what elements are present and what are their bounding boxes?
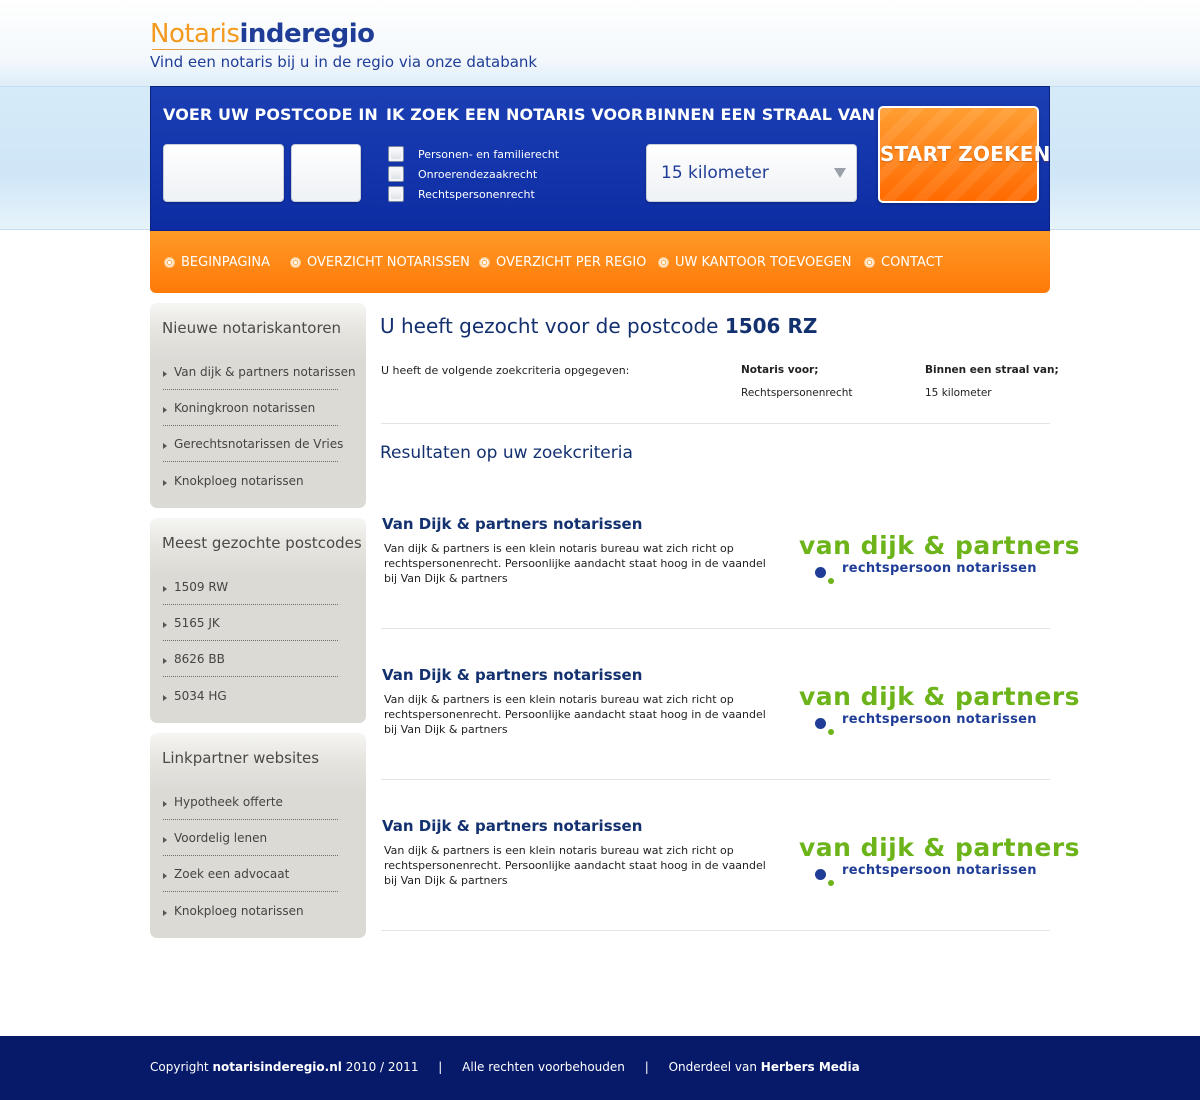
arrow-right-icon <box>163 586 167 592</box>
notaris-for-title: IK ZOEK EEN NOTARIS VOOR <box>386 105 644 124</box>
result-title[interactable]: Van Dijk & partners notarissen <box>382 666 643 684</box>
checkbox-label-onroerend: Onroerendezaakrecht <box>418 167 538 181</box>
sidebar-link[interactable] <box>163 432 344 468</box>
sidebar-link[interactable] <box>163 396 338 432</box>
main-nav <box>150 231 1050 293</box>
sidebar-link-label: Zoek een advocaat <box>174 867 290 881</box>
result-title[interactable]: Van Dijk & partners notarissen <box>382 515 643 533</box>
result-description: Van dijk & partners is een klein notaris bureau wat zich richt op rechtspersonenrecht. Persoonlijke aandacht staat hoog in de vaandel bij Van Dijk & partners <box>384 693 766 736</box>
criteria-notaris-label: Notaris voor; <box>741 364 819 376</box>
logo-dot-green <box>828 880 834 886</box>
checkbox-onroerend[interactable] <box>388 166 404 182</box>
results-heading: Resultaten op uw zoekcriteria <box>380 443 633 463</box>
radius-select[interactable] <box>646 144 857 202</box>
sidebar-link-label: 1509 RW <box>174 580 229 594</box>
dotted-divider <box>163 676 338 677</box>
sidebar-link[interactable] <box>163 469 338 505</box>
result-title[interactable]: Van Dijk & partners notarissen <box>382 817 643 835</box>
footer <box>0 1036 1200 1100</box>
sidebar-link-label: Koningkroon notarissen <box>174 401 316 415</box>
search-panel <box>150 86 1050 231</box>
sidebar-link[interactable] <box>163 899 338 935</box>
logo-dot-blue <box>815 718 826 729</box>
footer-text <box>150 1060 860 1074</box>
sidebar-link[interactable] <box>163 826 338 862</box>
arrow-right-icon <box>163 873 167 879</box>
logo-line-1: van dijk & partners <box>799 682 1081 711</box>
dotted-divider <box>163 891 338 892</box>
nav-label: CONTACT <box>881 255 943 270</box>
logo-dot-blue <box>815 869 826 880</box>
sidebar-link[interactable] <box>163 862 338 898</box>
dotted-divider <box>163 819 338 820</box>
nav-label: BEGINPAGINA <box>181 255 270 270</box>
chevron-down-icon <box>834 168 846 178</box>
nav-item-overzicht-notarissen[interactable] <box>290 255 470 270</box>
nav-item-overzicht-per-regio[interactable] <box>479 255 646 270</box>
result-logo[interactable] <box>799 682 1081 740</box>
logo-dot-blue <box>815 567 826 578</box>
sidebar-box-linkpartners <box>150 731 366 938</box>
criteria-intro: U heeft de volgende zoekcriteria opgegeven: <box>381 364 630 377</box>
logo-line-2: rechtspersoon notarissen <box>842 561 1037 576</box>
arrow-right-icon <box>163 695 167 701</box>
sidebar-link[interactable] <box>163 575 338 611</box>
logo-dot-green <box>828 578 834 584</box>
nav-item-contact[interactable] <box>864 255 943 270</box>
sidebar-link-label: Hypotheek offerte <box>174 795 283 809</box>
divider <box>381 779 1050 780</box>
dotted-divider <box>163 640 338 641</box>
postcode-digits-input[interactable] <box>163 144 284 202</box>
nav-bullet-icon <box>658 257 669 268</box>
sidebar-link[interactable] <box>163 360 356 396</box>
criteria-notaris-value: Rechtspersonenrecht <box>741 387 853 399</box>
checkbox-row-onroerend[interactable] <box>388 165 537 183</box>
result-item <box>381 515 1081 666</box>
checkbox-row-rechtspersonen[interactable] <box>388 185 535 203</box>
start-search-button[interactable]: START ZOEKEN <box>878 106 1039 203</box>
page-title <box>380 314 817 338</box>
footer-copyright-prefix: Copyright <box>150 1060 209 1074</box>
logo-tagline: Vind een notaris bij u in de regio via onze databank <box>150 53 538 71</box>
logo-line-2: rechtspersoon notarissen <box>842 712 1037 727</box>
arrow-right-icon <box>163 910 167 916</box>
logo-part-notaris: Notaris <box>150 19 240 49</box>
nav-bullet-icon <box>164 257 175 268</box>
footer-separator: | <box>644 1060 649 1074</box>
postcode-letters-input[interactable] <box>291 144 361 202</box>
result-logo[interactable] <box>799 833 1081 891</box>
dotted-divider <box>163 604 338 605</box>
sidebar-link-label: Knokploeg notarissen <box>174 474 304 488</box>
result-item <box>381 666 1081 817</box>
radius-title: BINNEN EEN STRAAL VAN <box>645 105 876 124</box>
arrow-right-icon <box>163 622 167 628</box>
result-description: Van dijk & partners is een klein notaris bureau wat zich richt op rechtspersonenrecht. Persoonlijke aandacht staat hoog in de vaandel bij Van Dijk & partners <box>384 844 766 887</box>
nav-item-beginpagina[interactable] <box>164 255 270 270</box>
nav-label: OVERZICHT NOTARISSEN <box>307 255 470 270</box>
sidebar-link-label: 5034 HG <box>174 689 227 703</box>
nav-item-kantoor-toevoegen[interactable] <box>658 255 852 270</box>
arrow-right-icon <box>163 407 167 413</box>
sidebar-link-label: Gerechtsnotarissen de Vries <box>174 437 344 451</box>
result-description: Van dijk & partners is een klein notaris bureau wat zich richt op rechtspersonenrecht. Persoonlijke aandacht staat hoog in de vaandel bij Van Dijk & partners <box>384 542 766 585</box>
checkbox-label-personen: Personen- en familierecht <box>418 147 560 161</box>
arrow-right-icon <box>163 801 167 807</box>
checkbox-rechtspersonen[interactable] <box>388 186 404 202</box>
logo-part-inderegio: inderegio <box>239 19 375 49</box>
checkbox-label-rechtspersonen: Rechtspersonenrecht <box>418 187 535 201</box>
checkbox-row-personen[interactable] <box>388 145 559 163</box>
dotted-divider <box>163 425 338 426</box>
dotted-divider <box>163 389 338 390</box>
page-title-postcode: 1506 RZ <box>724 314 818 338</box>
logo-underline <box>152 49 310 50</box>
footer-site-link[interactable]: notarisinderegio.nl <box>212 1060 342 1074</box>
result-logo[interactable] <box>799 531 1081 589</box>
logo-dot-green <box>828 729 834 735</box>
nav-bullet-icon <box>290 257 301 268</box>
sidebar-box-gezochte-postcodes <box>150 516 366 723</box>
nav-bullet-icon <box>479 257 490 268</box>
result-item <box>381 817 1081 968</box>
sidebar-link-label: Van dijk & partners notarissen <box>174 365 356 379</box>
sidebar-link-label: Knokploeg notarissen <box>174 904 304 918</box>
sidebar-link-label: 5165 JK <box>174 616 220 630</box>
radius-select-value: 15 kilometer <box>661 163 769 183</box>
nav-bullet-icon <box>864 257 875 268</box>
criteria-radius-value: 15 kilometer <box>925 387 992 399</box>
footer-years: 2010 / 2011 <box>345 1060 419 1074</box>
sidebar-box-title: Nieuwe notariskantoren <box>162 319 342 337</box>
dotted-divider <box>163 855 338 856</box>
footer-part-of-prefix: Onderdeel van <box>668 1060 757 1074</box>
sidebar-link-label: Voordelig lenen <box>174 831 268 845</box>
sidebar-link[interactable] <box>163 790 338 826</box>
arrow-right-icon <box>163 658 167 664</box>
logo-line-1: van dijk & partners <box>799 531 1081 560</box>
postcode-title: VOER UW POSTCODE IN <box>163 105 378 124</box>
logo-line-1: van dijk & partners <box>799 833 1081 862</box>
checkbox-personen[interactable] <box>388 146 404 162</box>
divider <box>381 628 1050 629</box>
footer-separator: | <box>438 1060 443 1074</box>
nav-label: OVERZICHT PER REGIO <box>496 255 647 270</box>
sidebar-link[interactable] <box>163 684 338 720</box>
sidebar-box-title: Linkpartner websites <box>162 749 320 767</box>
site-logo[interactable] <box>150 18 538 71</box>
dotted-divider <box>163 461 338 462</box>
divider <box>381 930 1050 931</box>
sidebar-box-nieuwe-kantoren <box>150 301 366 508</box>
sidebar-link[interactable] <box>163 611 338 647</box>
nav-label: UW KANTOOR TOEVOEGEN <box>675 255 852 270</box>
sidebar-link-label: 8626 BB <box>174 652 225 666</box>
page-title-prefix: U heeft gezocht voor de postcode <box>380 314 719 338</box>
footer-company-link[interactable]: Herbers Media <box>760 1060 860 1074</box>
logo-line-2: rechtspersoon notarissen <box>842 863 1037 878</box>
logo-wordmark <box>150 18 374 50</box>
divider <box>381 423 1050 424</box>
arrow-right-icon <box>163 371 167 377</box>
sidebar-link[interactable] <box>163 647 338 683</box>
sidebar-box-title: Meest gezochte postcodes <box>162 534 362 552</box>
arrow-right-icon <box>163 480 167 486</box>
footer-rights: Alle rechten voorbehouden <box>462 1060 625 1074</box>
arrow-right-icon <box>163 837 167 843</box>
arrow-right-icon <box>163 443 167 449</box>
criteria-radius-label: Binnen een straal van; <box>925 364 1059 376</box>
